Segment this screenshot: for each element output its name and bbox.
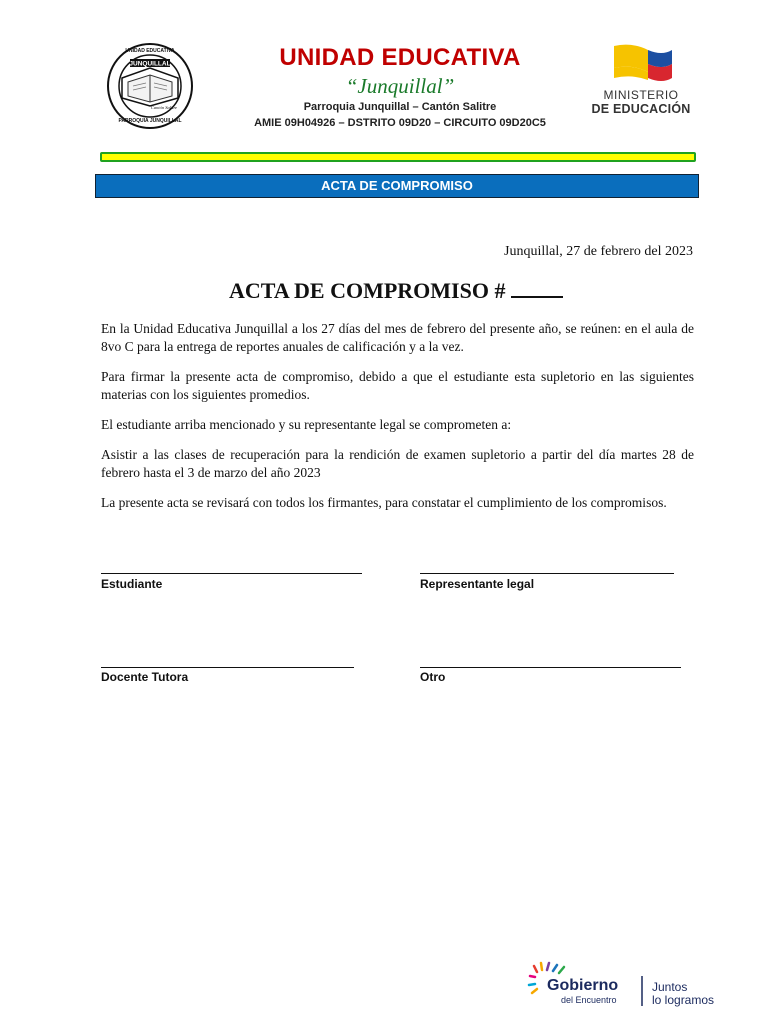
paragraph-review: La presente acta se revisará con todos los firmantes, para constatar el cumplimiento de los compromisos.: [101, 495, 667, 510]
school-subtitle: “Junquillal”: [345, 74, 455, 98]
seal-top-text: UNIDAD EDUCATIVA: [125, 48, 175, 54]
ministry-wordmark: [588, 88, 694, 116]
gov-line2: del Encuentro: [561, 995, 617, 1005]
tutor-signature-line: [101, 667, 354, 668]
school-codes-line: AMIE 09H04926 – DSTRITO 09D20 – CIRCUITO 09D20C5: [254, 117, 546, 129]
tutor-signature-label: Docente Tutora: [101, 670, 189, 684]
other-signature-line: [420, 667, 681, 668]
other-signature-label: Otro: [420, 670, 446, 684]
legal-rep-signature-line: [420, 573, 674, 574]
gov-slogan-line2: lo logramos: [652, 993, 715, 1007]
school-name: UNIDAD EDUCATIVA: [279, 44, 521, 71]
paragraph-meeting: En la Unidad Educativa Junquillal a los 27 días del mes de febrero del presente año, se reúnen: en el aula de 8vo C para la entrega de reportes anuales de calificación y a la vez.: [101, 321, 694, 354]
school-seal-logo: [106, 42, 194, 130]
school-parish-line: Parroquia Junquillal – Cantón Salitre: [303, 101, 497, 113]
seal-canton-text: Cantón Salitre: [150, 105, 178, 110]
seal-name-text: JUNQUILLAL: [129, 60, 171, 68]
ministry-line2: DE EDUCACIÓN: [591, 102, 691, 116]
government-logo: [526, 958, 746, 1008]
legal-rep-signature-label: Representante legal: [420, 577, 535, 591]
document-title-text: ACTA DE COMPROMISO #: [229, 278, 506, 303]
ministry-line1: MINISTERIO: [603, 88, 679, 102]
student-signature-line: [101, 573, 362, 574]
student-signature-label: Estudiante: [101, 577, 163, 591]
gov-line1: Gobierno: [547, 977, 619, 994]
gov-slogan-line1: Juntos: [652, 980, 688, 994]
seal-bottom-text: PARROQUIA JUNQUILLAL: [118, 118, 182, 124]
section-banner: ACTA DE COMPROMISO: [95, 174, 699, 198]
paragraph-commitment: Asistir a las clases de recuperación para la rendición de examen supletorio a partir del día martes 28 de febrero hasta el 3 de marzo del año 2023: [101, 447, 694, 480]
paragraph-purpose: Para firmar la presente acta de compromiso, debido a que el estudiante esta supletorio en las siguientes materias con los siguientes promedios.: [101, 369, 694, 402]
act-number-blank: [511, 278, 563, 298]
header-divider: [100, 152, 696, 162]
paragraph-commitment-intro: El estudiante arriba mencionado y su representante legal se comprometen a:: [101, 417, 512, 432]
document-date: Junquillal, 27 de febrero del 2023: [504, 244, 693, 259]
document-title: [100, 278, 692, 304]
